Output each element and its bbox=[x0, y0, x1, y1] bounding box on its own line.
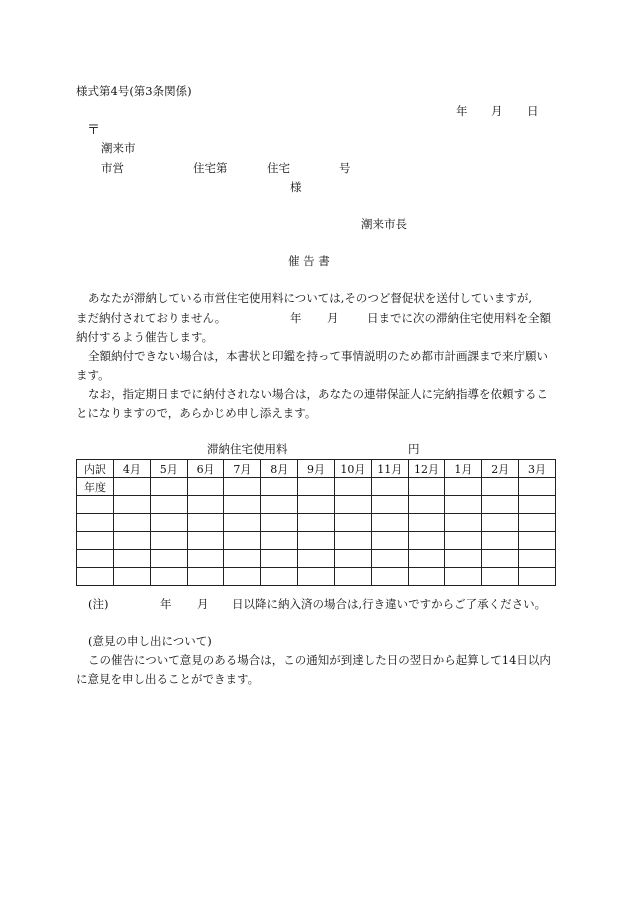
table-cell bbox=[371, 550, 408, 568]
table-cell bbox=[334, 514, 371, 532]
table-cell bbox=[150, 550, 187, 568]
table-cell bbox=[371, 568, 408, 586]
p1-line-2: まだ納付されておりません。 bbox=[76, 311, 227, 325]
address-municipal: 市営 bbox=[101, 161, 124, 175]
body-paragraph-2: 全額納付できない場合は，本書状と印鑑を持って事情説明のため都市計画課まで来庁願います。 bbox=[76, 349, 548, 382]
form-number: 様式第4号(第3条関係) bbox=[76, 84, 192, 98]
arrears-unit: 円 bbox=[408, 442, 420, 456]
table-cell bbox=[482, 568, 519, 586]
date-month: 月 bbox=[491, 104, 503, 118]
table-cell bbox=[482, 496, 519, 514]
table-header-cell: 7月 bbox=[224, 460, 261, 478]
table-cell bbox=[298, 514, 335, 532]
table-cell bbox=[408, 496, 445, 514]
table-cell bbox=[224, 496, 261, 514]
table-cell bbox=[150, 478, 187, 496]
table-cell bbox=[408, 550, 445, 568]
table-cell bbox=[77, 568, 114, 586]
table-cell bbox=[298, 568, 335, 586]
table-cell bbox=[187, 514, 224, 532]
table-cell bbox=[334, 496, 371, 514]
table-cell bbox=[334, 550, 371, 568]
table-cell bbox=[482, 550, 519, 568]
table-cell bbox=[77, 514, 114, 532]
objection-heading: (意見の申し出について) bbox=[88, 634, 212, 648]
table-cell bbox=[519, 568, 556, 586]
table-cell bbox=[114, 496, 151, 514]
address-number: 号 bbox=[339, 161, 351, 175]
table-row bbox=[77, 478, 556, 496]
table-row bbox=[77, 514, 556, 532]
table-cell bbox=[371, 478, 408, 496]
table-cell bbox=[224, 568, 261, 586]
table-cell bbox=[445, 550, 482, 568]
table-cell bbox=[261, 568, 298, 586]
table-cell bbox=[298, 532, 335, 550]
p1-deadline-year: 年 bbox=[290, 311, 302, 325]
table-cell bbox=[408, 514, 445, 532]
address-city: 潮来市 bbox=[101, 141, 136, 155]
table-header-cell: 5月 bbox=[150, 460, 187, 478]
p1-deadline-text: 日までに次の滞納住宅使用料を全額 bbox=[367, 311, 551, 325]
table-cell bbox=[261, 514, 298, 532]
table-cell bbox=[150, 568, 187, 586]
postal-mark: 〒 bbox=[87, 123, 101, 138]
table-header-cell: 8月 bbox=[261, 460, 298, 478]
table-header-cell: 3月 bbox=[519, 460, 556, 478]
table-header-cell: 10月 bbox=[334, 460, 371, 478]
table-cell bbox=[445, 478, 482, 496]
table-header-cell: 1月 bbox=[445, 460, 482, 478]
table-cell bbox=[187, 550, 224, 568]
table-cell bbox=[224, 514, 261, 532]
table-header-cell: 9月 bbox=[298, 460, 335, 478]
table-cell bbox=[445, 514, 482, 532]
table-cell bbox=[371, 514, 408, 532]
table-cell bbox=[261, 532, 298, 550]
table-cell bbox=[77, 550, 114, 568]
issuer: 潮来市長 bbox=[361, 217, 407, 231]
note-month: 月 bbox=[197, 597, 209, 611]
table-cell bbox=[114, 550, 151, 568]
table-header-cell: 内訳 bbox=[77, 460, 114, 478]
table-cell bbox=[371, 496, 408, 514]
p1-line-1: あなたが滞納している市営住宅使用料については,そのつど督促状を送付していますが, bbox=[88, 291, 533, 305]
p1-deadline-month: 月 bbox=[327, 311, 339, 325]
table-cell bbox=[224, 550, 261, 568]
table-header-cell: 11月 bbox=[371, 460, 408, 478]
address-housing: 住宅 bbox=[267, 161, 290, 175]
honorific: 様 bbox=[290, 180, 302, 194]
body-paragraph-3: なお，指定期日までに納付されない場合は，あなたの連帯保証人に完納指導を依頼することになりますので，あらかじめ申し添えます。 bbox=[76, 387, 548, 420]
date-year: 年 bbox=[456, 104, 468, 118]
table-cell bbox=[261, 478, 298, 496]
table-cell bbox=[114, 532, 151, 550]
table-cell bbox=[187, 532, 224, 550]
table-cell bbox=[408, 532, 445, 550]
objection-text: この催告について意見のある場合は，この通知が到達した日の翌日から起算して14日以内に意見を申し出ることができます。 bbox=[76, 653, 551, 686]
table-cell bbox=[298, 496, 335, 514]
table-cell bbox=[224, 478, 261, 496]
table-cell bbox=[371, 532, 408, 550]
table-cell bbox=[298, 550, 335, 568]
table-cell bbox=[298, 478, 335, 496]
note-prefix: (注) bbox=[88, 597, 109, 611]
table-cell bbox=[519, 550, 556, 568]
table-header-cell: 2月 bbox=[482, 460, 519, 478]
note-year: 年 bbox=[160, 597, 172, 611]
table-row bbox=[77, 550, 556, 568]
arrears-table bbox=[76, 459, 556, 586]
table-row bbox=[77, 496, 556, 514]
table-header-cell: 6月 bbox=[187, 460, 224, 478]
table-cell bbox=[519, 496, 556, 514]
table-row bbox=[77, 532, 556, 550]
table-cell bbox=[519, 514, 556, 532]
table-cell bbox=[334, 532, 371, 550]
table-cell bbox=[445, 532, 482, 550]
table-cell bbox=[77, 532, 114, 550]
address-housing-no: 住宅第 bbox=[193, 161, 228, 175]
table-cell bbox=[482, 532, 519, 550]
table-cell bbox=[482, 478, 519, 496]
date-day: 日 bbox=[527, 104, 539, 118]
table-cell bbox=[150, 496, 187, 514]
table-cell bbox=[77, 496, 114, 514]
table-cell bbox=[150, 514, 187, 532]
table-cell bbox=[482, 514, 519, 532]
table-cell bbox=[224, 532, 261, 550]
table-cell bbox=[114, 514, 151, 532]
table-cell bbox=[187, 496, 224, 514]
arrears-label: 滞納住宅使用料 bbox=[207, 442, 288, 456]
table-cell bbox=[519, 478, 556, 496]
table-cell bbox=[187, 478, 224, 496]
table-cell bbox=[408, 478, 445, 496]
table-cell bbox=[150, 532, 187, 550]
table-cell bbox=[187, 568, 224, 586]
note-text: 日以降に納入済の場合は,行き違いですからご了承ください。 bbox=[232, 597, 547, 611]
table-cell bbox=[114, 478, 151, 496]
table-cell bbox=[445, 568, 482, 586]
document-title: 催 告 書 bbox=[288, 254, 330, 268]
table-cell bbox=[114, 568, 151, 586]
table-cell bbox=[445, 496, 482, 514]
table-header-cell: 12月 bbox=[408, 460, 445, 478]
table-cell bbox=[408, 568, 445, 586]
fiscal-year-label: 年度 bbox=[77, 478, 114, 496]
table-cell bbox=[519, 532, 556, 550]
table-cell bbox=[334, 568, 371, 586]
table-header-cell: 4月 bbox=[114, 460, 151, 478]
table-header-row bbox=[77, 460, 556, 478]
table-row bbox=[77, 568, 556, 586]
table-cell bbox=[261, 496, 298, 514]
table-cell bbox=[261, 550, 298, 568]
p1-line-3: 納付するよう催告します。 bbox=[76, 330, 214, 344]
table-cell bbox=[334, 478, 371, 496]
